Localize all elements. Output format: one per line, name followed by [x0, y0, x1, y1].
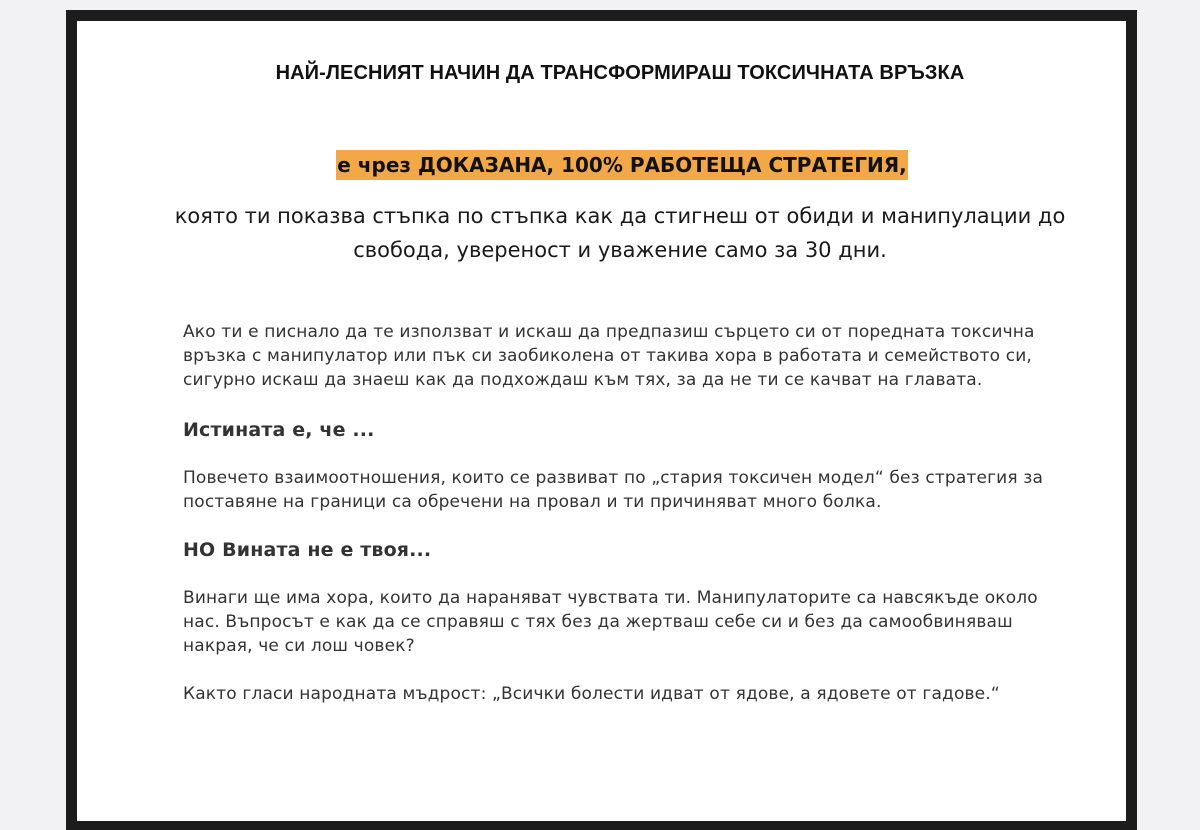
page-subheadline: която ти показва стъпка по стъпка как да стигнеш от обиди и манипулации до свобода, увереност и уважение само за 30 дни.: [174, 204, 1066, 262]
truth-paragraph: Повечето взаимоотношения, които се развиват по „стария токсичен модел“ без стратегия за поставяне на граници са обречени на провал и ти причиняват много болка.: [183, 468, 1044, 512]
highlighted-strategy-text: е чрез ДОКАЗАНА, 100% РАБОТЕЩА СТРАТЕГИЯ,: [336, 150, 907, 180]
highlight-row: [0, 150, 1200, 180]
body-content: [183, 320, 1063, 706]
fault-paragraph: Винаги ще има хора, които да нараняват чувствата ти. Манипулаторите са навсякъде около нас. Въпросът е как да се справяш с тях без да жертваш себе си и без да самообвиняваш накрая, че си лош човек?: [183, 588, 1038, 656]
wisdom-paragraph: Както гласи народната мъдрост: „Всички болести идват от ядове, а ядовете от гадове.“: [183, 684, 1000, 704]
intro-paragraph: Ако ти е писнало да те използват и искаш да предпазиш сърцето си от поредната токсична връзка с манипулатор или пък си заобиколена от такива хора в работата и семейството си, сигурно искаш да знаеш как да подхождаш към тях, за да не ти се качват на главата.: [183, 322, 1035, 390]
not-your-fault-heading: НО Вината не е твоя...: [183, 539, 432, 561]
page-headline: НАЙ-ЛЕСНИЯТ НАЧИН ДА ТРАНСФОРМИРАШ ТОКСИЧНАТА ВРЪЗКА: [275, 62, 965, 84]
truth-heading: Истината е, че ...: [183, 419, 375, 441]
